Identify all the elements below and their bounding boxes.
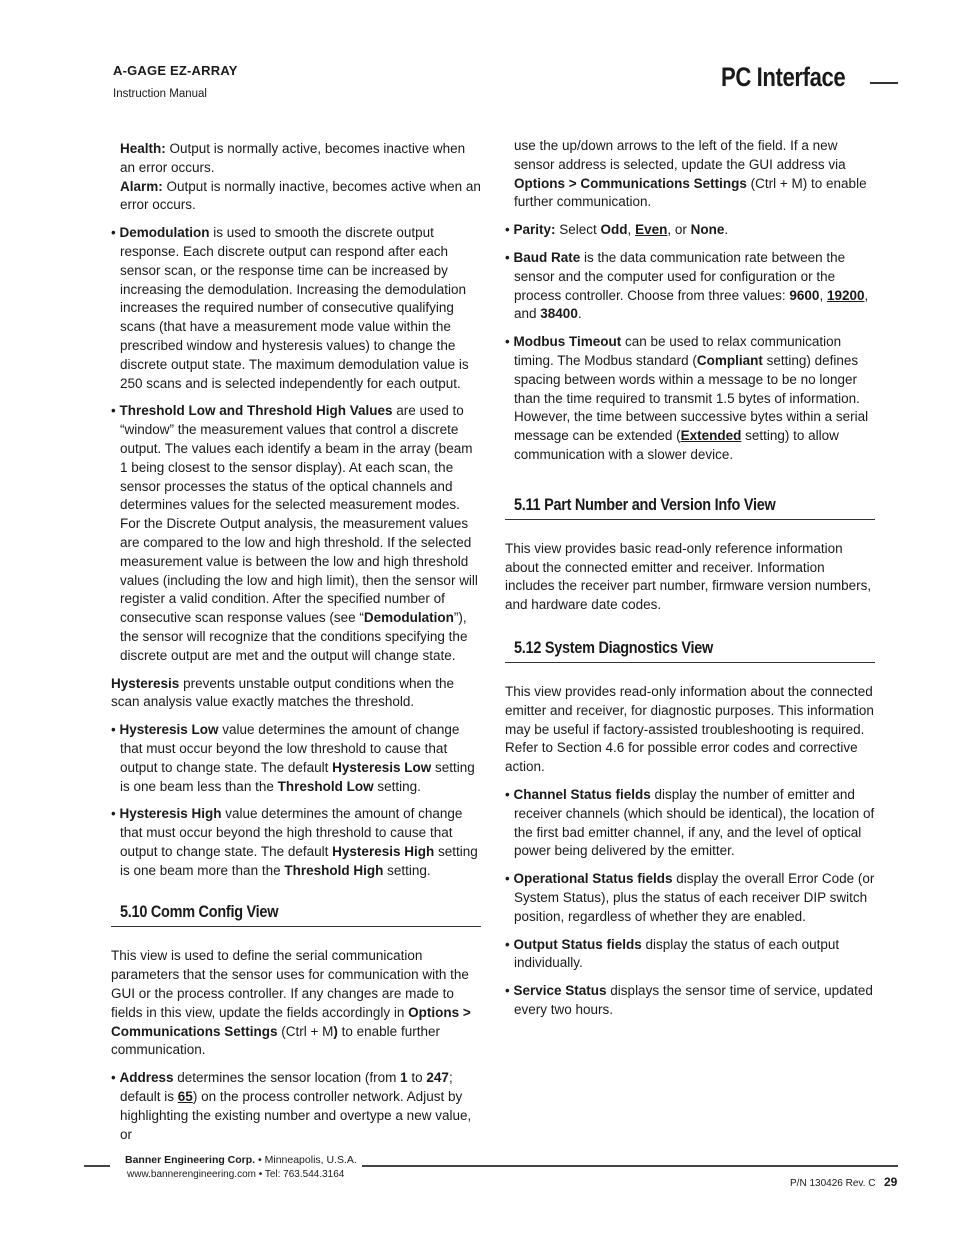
- address-cont-text-2: (Ctrl + M) to enable further communication.: [514, 175, 867, 210]
- demodulation-text: is used to smooth the discrete output response. Each discrete output can respond after each sensor scan, or the response time can be increased by increasing the demodulation. Increasing the demodulation increases the required number of consecutive qualifying scans (that have a measurement mode value within the prescribed window and hysteresis values) to change the discrete output state. The maximum demodulation value is 250 scans and is selected independently for each output.: [120, 225, 469, 391]
- address-text-3: ) on the process controller network. Adjust by highlighting the existing number and overtype a new value, or: [120, 1089, 472, 1142]
- hysteresis-text: prevents unstable output conditions when the scan analysis value exactly matches the threshold.: [111, 675, 454, 710]
- hysteresis-high-label: Hysteresis High: [119, 806, 222, 822]
- baud-19200-default: 19200: [826, 287, 865, 303]
- health-paragraph: [111, 140, 481, 178]
- diagnostics-paragraph: This view provides read-only information about the connected emitter and receiver, for diagnostic purposes. This information may be useful if factory-assisted troubleshooting is required. Refer to Section 4.6 for possible error codes and corrective action.: [505, 683, 874, 775]
- section-heading-5-10: [111, 902, 481, 927]
- address-max: 247: [426, 1070, 449, 1086]
- page-title: PC Interface: [721, 62, 846, 92]
- threshold-low-ref: Threshold Low: [277, 778, 374, 794]
- baud-9600: 9600: [789, 287, 820, 303]
- section-title: 5.11 Part Number and Version Info View: [514, 494, 776, 514]
- footer-contact: www.bannerengineering.com • Tel: 763.544.3164: [127, 1169, 345, 1180]
- hysteresis-low-ref: Hysteresis Low: [332, 759, 432, 775]
- comm-paren: ): [333, 1023, 338, 1039]
- operational-status-item: [505, 870, 875, 926]
- hysteresis-low-text-3: setting.: [373, 778, 421, 794]
- company-name: Banner Engineering Corp.: [125, 1154, 256, 1166]
- page-number: 29: [884, 1175, 898, 1189]
- modbus-text-3: setting) to allow communication with a slower device.: [514, 428, 839, 462]
- address-item: [111, 1069, 481, 1144]
- baud-38400: 38400: [540, 306, 578, 322]
- bullet: •: [505, 936, 514, 952]
- address-text: determines the sensor location (from: [173, 1070, 401, 1086]
- address-text-2: ; default is: [120, 1070, 453, 1105]
- output-status-text: display the status of each output individually.: [514, 936, 840, 971]
- bullet: •: [505, 334, 514, 350]
- version-info-paragraph: This view provides basic read-only reference information about the connected emitter and receiver. Information includes the receiver part number, firmware version numbers, and hardware date codes.: [505, 540, 872, 613]
- service-status-item: [505, 982, 875, 1020]
- bullet: •: [111, 1070, 120, 1086]
- hysteresis-high-text-3: setting.: [383, 862, 431, 878]
- parity-item: [505, 221, 875, 240]
- alarm-paragraph: [111, 178, 481, 216]
- threshold-high-ref: Threshold High: [284, 862, 384, 878]
- service-status-label: Service Status: [513, 983, 607, 999]
- company-location: • Minneapolis, U.S.A.: [255, 1154, 357, 1166]
- bullet: •: [505, 871, 514, 887]
- comm-settings-ref: Options > Communications Settings: [514, 175, 747, 191]
- separator: ,: [819, 287, 827, 303]
- service-status-text: displays the sensor time of service, updated every two hours.: [514, 983, 873, 1017]
- parity-text: Select: [555, 222, 601, 238]
- footer-rule-right: [362, 1165, 898, 1167]
- alarm-label: Alarm:: [120, 178, 163, 194]
- modbus-text-2: setting) defines spacing between words within a message to be no longer than the time required to transmit 1.5 bytes of information. However, the time between successive bytes within a serial message can be extended (: [514, 352, 869, 444]
- health-text: Output is normally active, becomes inactive when an error occurs.: [120, 141, 466, 175]
- hysteresis-low-text: value determines the amount of change that must occur beyond the low threshold to cause that output to change state. The default: [120, 722, 460, 775]
- parity-label: Parity:: [513, 222, 556, 238]
- output-status-item: [505, 936, 875, 974]
- hysteresis-high-item: [111, 805, 481, 880]
- modbus-timeout-label: Modbus Timeout: [513, 334, 622, 350]
- section-heading-5-11: [505, 495, 875, 520]
- threshold-text: are used to “window” the measurement values that control a discrete output. The values each identify a beam in the array (beam 1 being closest to the sensor display). At each scan, the sensor processes the status of the optical channels and determines values for the selected measurement modes. For the Discrete Output analysis, the measurement values are compared to the low and high threshold. If the selected measurement value is between the low and high threshold values (including the low and high limit), then the sensor will register a valid condition. After the specified number of consecutive scan response values (see “: [120, 403, 478, 626]
- bullet: •: [111, 806, 120, 822]
- threshold-text-cont: ”), the sensor will recognize that the conditions specifying the discrete output are met and the output will change state.: [120, 610, 468, 663]
- address-cont-text: use the up/down arrows to the left of the field. If a new sensor address is selected, update the GUI address via: [514, 138, 846, 172]
- comm-text: This view is used to define the serial communication parameters that the sensor uses for communication with the GUI or the process controller. If any changes are made to fields in this view, update the fields accordingly in: [111, 948, 469, 1020]
- comm-shortcut: (Ctrl + M: [277, 1023, 334, 1039]
- demodulation-label: Demodulation: [119, 225, 210, 241]
- channel-status-item: [505, 786, 875, 861]
- part-number: P/N 130426 Rev. C: [790, 1178, 876, 1189]
- parity-odd: Odd: [600, 222, 628, 238]
- hysteresis-high-ref: Hysteresis High: [332, 843, 435, 859]
- bullet: •: [505, 249, 514, 265]
- threshold-label: Threshold Low and Threshold High Values: [119, 403, 393, 419]
- section-heading-5-12: [505, 638, 875, 663]
- section-title: 5.10 Comm Config View: [120, 902, 279, 922]
- product-name: A-GAGE EZ-ARRAY: [113, 63, 238, 78]
- address-to: to: [407, 1070, 427, 1086]
- operational-status-label: Operational Status fields: [513, 871, 673, 887]
- channel-status-text: display the number of emitter and receiver channels (which should be identical), the location of the first bad emitter channel, if any, and the level of optical power being delivered by the emitter.: [514, 786, 875, 859]
- bullet: •: [111, 403, 120, 419]
- comm-text-end: to enable further communication.: [111, 1023, 440, 1058]
- modbus-compliant: Compliant: [696, 352, 763, 368]
- address-default: 65: [177, 1089, 193, 1105]
- demodulation-ref: Demodulation: [363, 610, 454, 626]
- threshold-item: [111, 402, 481, 665]
- right-column: [505, 137, 875, 1020]
- channel-status-label: Channel Status fields: [513, 786, 651, 802]
- modbus-timeout-item: [505, 333, 875, 465]
- hysteresis-high-text-2: setting is one beam more than the: [120, 843, 478, 878]
- separator: , and: [514, 287, 869, 322]
- hysteresis-label: Hysteresis: [111, 675, 180, 691]
- section-title: 5.12 System Diagnostics View: [514, 637, 714, 657]
- address-min: 1: [400, 1070, 408, 1086]
- comm-config-paragraph: [111, 947, 481, 1060]
- separator: , or: [667, 222, 691, 238]
- parity-none: None: [690, 222, 725, 238]
- period: .: [577, 306, 582, 322]
- comm-settings-ref: Options > Communications Settings: [111, 1004, 471, 1039]
- hysteresis-paragraph: [111, 675, 481, 713]
- parity-even-default: Even: [635, 222, 668, 238]
- baud-rate-label: Baud Rate: [513, 249, 581, 265]
- alarm-text: Output is normally inactive, becomes active when an error occurs.: [120, 178, 481, 213]
- title-rule: [870, 82, 898, 84]
- bullet: •: [505, 786, 514, 802]
- baud-rate-item: [505, 249, 875, 324]
- modbus-extended-default: Extended: [680, 428, 742, 444]
- address-label: Address: [119, 1070, 174, 1086]
- hysteresis-low-label: Hysteresis Low: [119, 722, 219, 738]
- bullet: •: [505, 983, 514, 999]
- output-status-label: Output Status fields: [513, 936, 642, 952]
- bullet: •: [111, 722, 120, 738]
- modbus-text: can be used to relax communication timing. The Modbus standard (: [514, 334, 842, 368]
- baud-rate-text: is the data communication rate between the sensor and the computer used for configuration or the process controller. Choose from three values:: [514, 249, 846, 303]
- footer-company: [125, 1154, 357, 1166]
- address-continued: [505, 137, 875, 212]
- health-label: Health:: [120, 141, 166, 156]
- manual-type: Instruction Manual: [113, 88, 207, 100]
- bullet: •: [111, 225, 120, 241]
- demodulation-item: [111, 224, 481, 393]
- separator: ,: [627, 222, 636, 238]
- operational-status-text: display the overall Error Code (or System Status), plus the status of each receiver DIP switch position, regardless of whether they are enabled.: [514, 871, 875, 924]
- footer-rule-left: [84, 1165, 110, 1167]
- left-column: [111, 140, 481, 1144]
- hysteresis-low-item: [111, 721, 481, 796]
- bullet: •: [505, 222, 514, 238]
- hysteresis-low-text-2: setting is one beam less than the: [120, 759, 475, 794]
- hysteresis-high-text: value determines the amount of change that must occur beyond the high threshold to cause that output to change state. The default: [120, 806, 463, 859]
- period: .: [724, 222, 729, 238]
